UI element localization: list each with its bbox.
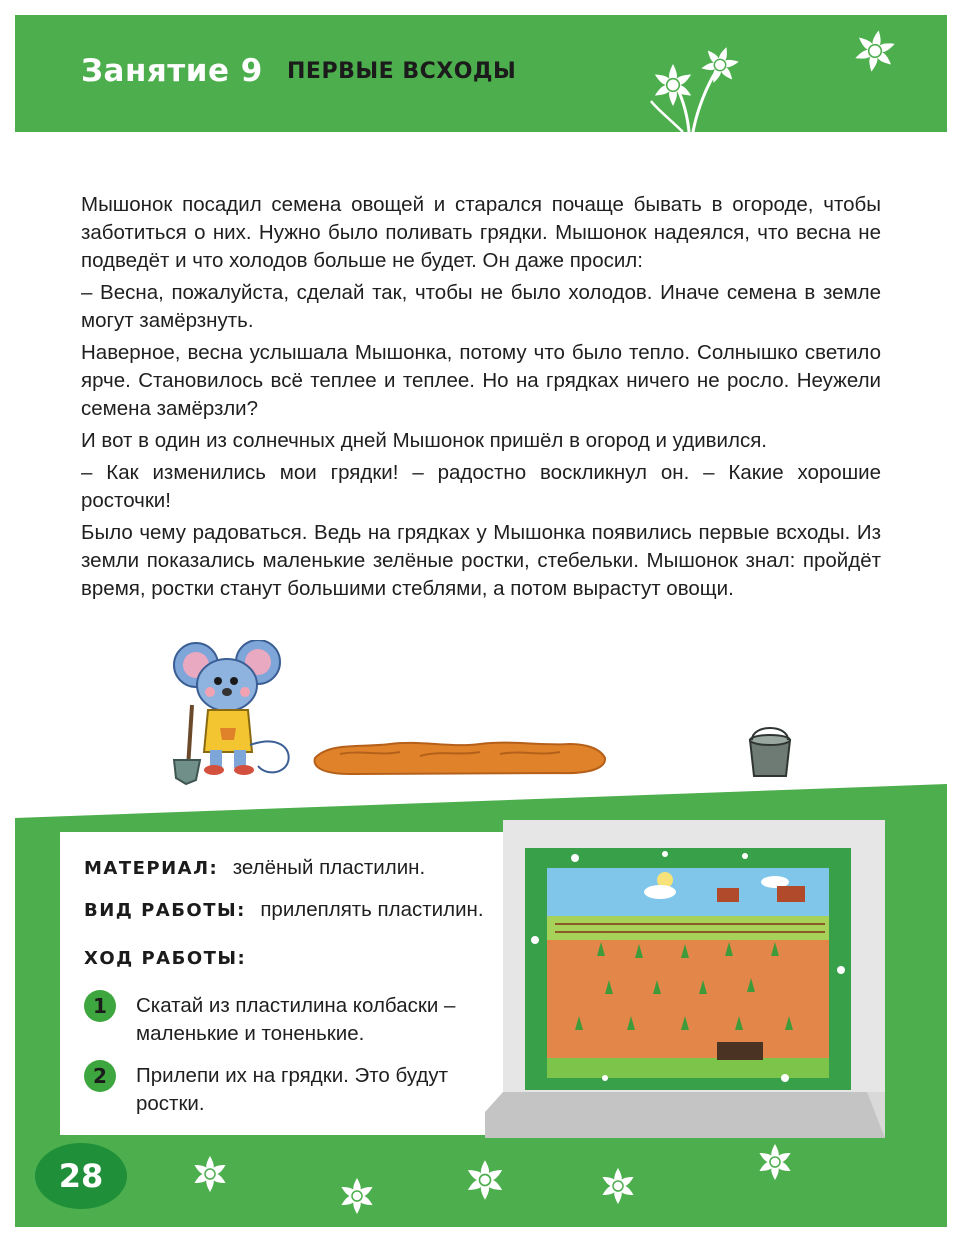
story-paragraph: – Как изменились мои грядки! – радостно воскликнул он. – Какие хорошие росточки! bbox=[81, 461, 881, 512]
story-paragraph: Мышонок посадил семена овощей и старался почаще бывать в огороде, чтобы заботиться о них. Нужно было поливать грядки. Мышонок надеялся, что весна не подведёт и что холодов больше не будет. Он даже просил: bbox=[81, 193, 881, 272]
worktype-row bbox=[84, 898, 484, 922]
story-paragraph: Наверное, весна услышала Мышонка, потому что было тепло. Солнышко светило ярче. Становилось всё теплее и теплее. Но на грядках ничего не росло. Неужели семена замёрзли? bbox=[81, 341, 881, 420]
step-number-badge: 2 bbox=[84, 1060, 116, 1092]
daffodil-icon bbox=[466, 1160, 504, 1200]
process-row bbox=[84, 948, 246, 969]
activity-panel bbox=[15, 784, 947, 1227]
worktype-label: ВИД РАБОТЫ: bbox=[84, 900, 246, 921]
garden-scene bbox=[160, 640, 840, 790]
material-row bbox=[84, 856, 425, 880]
story-paragraph: Было чему радоваться. Ведь на грядках у Мышонка появились первые всходы. Из земли показались маленькие зелёные ростки, стебельки. Мышонок знал: пройдёт время, ростки станут большими стеблями, а потом вырастут овощи. bbox=[81, 521, 881, 600]
material-value: зелёный пластилин. bbox=[232, 856, 426, 879]
garden-picture bbox=[485, 820, 885, 1138]
daffodil-icon bbox=[696, 41, 743, 89]
page-number: 28 bbox=[35, 1143, 127, 1209]
daffodil-icon bbox=[653, 64, 693, 106]
step-text: Скатай из пластилина колбаски – маленькие и тоненькие. bbox=[136, 994, 456, 1045]
header-flowers bbox=[625, 15, 947, 132]
daffodil-icon bbox=[758, 1144, 793, 1180]
step-number-badge: 1 bbox=[84, 990, 116, 1022]
process-label: ХОД РАБОТЫ: bbox=[84, 948, 247, 969]
daffodil-icon bbox=[601, 1168, 636, 1204]
step-text: Прилепи их на грядки. Это будут ростки. bbox=[136, 1064, 448, 1115]
lesson-number: Занятие 9 bbox=[81, 53, 263, 89]
story-text bbox=[81, 191, 881, 607]
header-banner bbox=[15, 15, 947, 132]
worktype-value: прилеплять пластилин. bbox=[260, 898, 484, 921]
instruction-card bbox=[60, 832, 520, 1135]
material-label: МАТЕРИАЛ: bbox=[84, 858, 219, 879]
lesson-title: ПЕРВЫЕ ВСХОДЫ bbox=[287, 59, 517, 84]
mouse-illustration bbox=[174, 640, 289, 784]
bucket-icon bbox=[750, 728, 790, 776]
soil-bed-illustration bbox=[315, 743, 605, 774]
story-paragraph: И вот в один из солнечных дней Мышонок пришёл в огород и удивился. bbox=[81, 429, 767, 452]
footer-flowers bbox=[165, 1134, 825, 1229]
daffodil-icon bbox=[852, 27, 899, 75]
story-paragraph: – Весна, пожалуйста, сделай так, чтобы не было холодов. Иначе семена в земле могут замёрзнуть. bbox=[81, 281, 881, 332]
daffodil-icon bbox=[340, 1178, 375, 1214]
daffodil-icon bbox=[193, 1156, 228, 1192]
